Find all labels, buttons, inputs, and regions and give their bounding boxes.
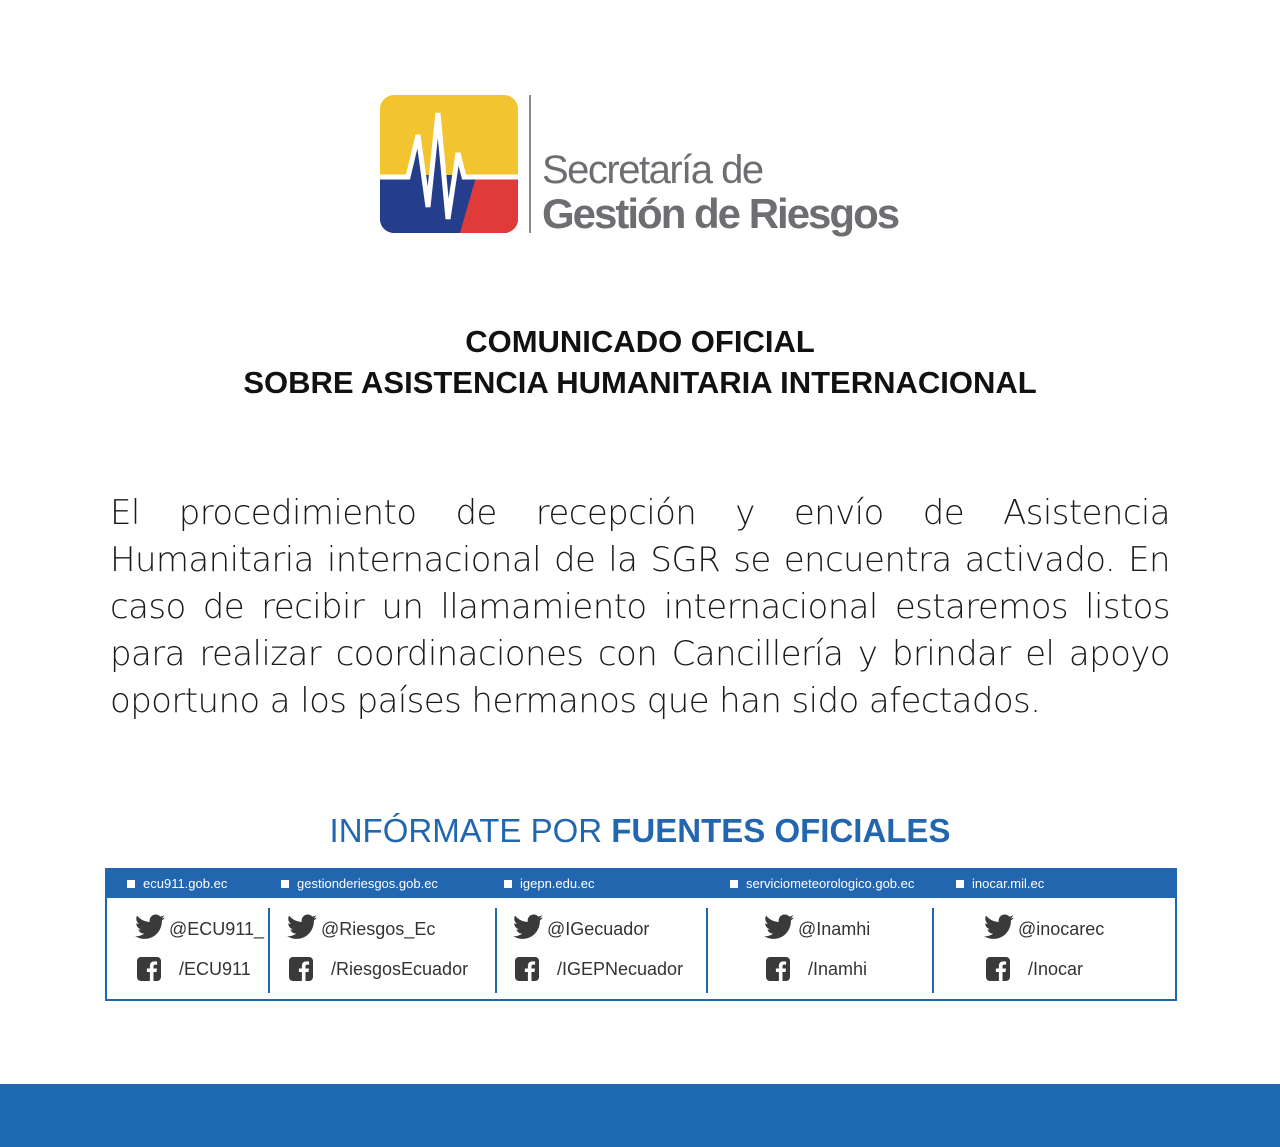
- source-column-inamhi: @Inamhi /Inamhi: [764, 898, 924, 999]
- column-divider: [268, 908, 270, 993]
- footer-bar: [0, 1084, 1280, 1147]
- logo-divider: [529, 95, 531, 233]
- twitter-icon: [513, 914, 543, 940]
- website-link[interactable]: igepn.edu.ec: [504, 870, 594, 898]
- sources-heading-normal: INFÓRMATE POR: [329, 812, 603, 849]
- twitter-icon: [287, 914, 317, 940]
- bullet-square-icon: [504, 880, 512, 888]
- website-link[interactable]: serviciometeorologico.gob.ec: [730, 870, 914, 898]
- twitter-icon: [984, 914, 1014, 940]
- source-column-riesgos: @Riesgos_Ec /RiesgosEcuador: [287, 898, 497, 999]
- sgr-logo: [380, 95, 920, 235]
- bullet-square-icon: [127, 880, 135, 888]
- website-link[interactable]: ecu911.gob.ec: [127, 870, 227, 898]
- websites-bar: [107, 870, 1175, 898]
- website-link[interactable]: inocar.mil.ec: [956, 870, 1044, 898]
- sources-heading-bold: FUENTES OFICIALES: [611, 812, 951, 849]
- facebook-icon: [986, 957, 1010, 981]
- sgr-ecuador-flag-heartbeat-icon: [380, 95, 518, 233]
- column-divider: [932, 908, 934, 993]
- communique-body: El procedimiento de recepción y envío de Asistencia Humanitaria internacional de la SGR se encuentra activado. En caso de recibir un llamamiento internacional estaremos listos para realizar coordinaciones con Cancillería y brindar el apoyo oportuno a los países hermanos que han sido afectados.: [110, 493, 1170, 721]
- source-column-inocar: @inocarec /Inocar: [984, 898, 1164, 999]
- website-link[interactable]: gestionderiesgos.gob.ec: [281, 870, 438, 898]
- bullet-square-icon: [281, 880, 289, 888]
- official-sources-box: [105, 868, 1177, 1001]
- column-divider: [706, 908, 708, 993]
- sources-heading: [0, 810, 1280, 852]
- column-divider: [495, 908, 497, 993]
- facebook-icon: [515, 957, 539, 981]
- facebook-icon: [137, 957, 161, 981]
- source-column-ecu911: @ECU911_ /ECU911: [135, 898, 270, 999]
- bullet-square-icon: [730, 880, 738, 888]
- logo-text-gestion: Gestión de Riesgos: [542, 190, 899, 237]
- page-title-line2: SOBRE ASISTENCIA HUMANITARIA INTERNACIONAL: [243, 365, 1037, 400]
- twitter-icon: [135, 914, 165, 940]
- bullet-square-icon: [956, 880, 964, 888]
- facebook-icon: [289, 957, 313, 981]
- page-title-line1: COMUNICADO OFICIAL: [465, 324, 815, 359]
- logo-text-secretaria: Secretaría de: [542, 148, 763, 192]
- facebook-icon: [766, 957, 790, 981]
- twitter-icon: [764, 914, 794, 940]
- source-column-igepn: @IGecuador /IGEPNecuador: [513, 898, 723, 999]
